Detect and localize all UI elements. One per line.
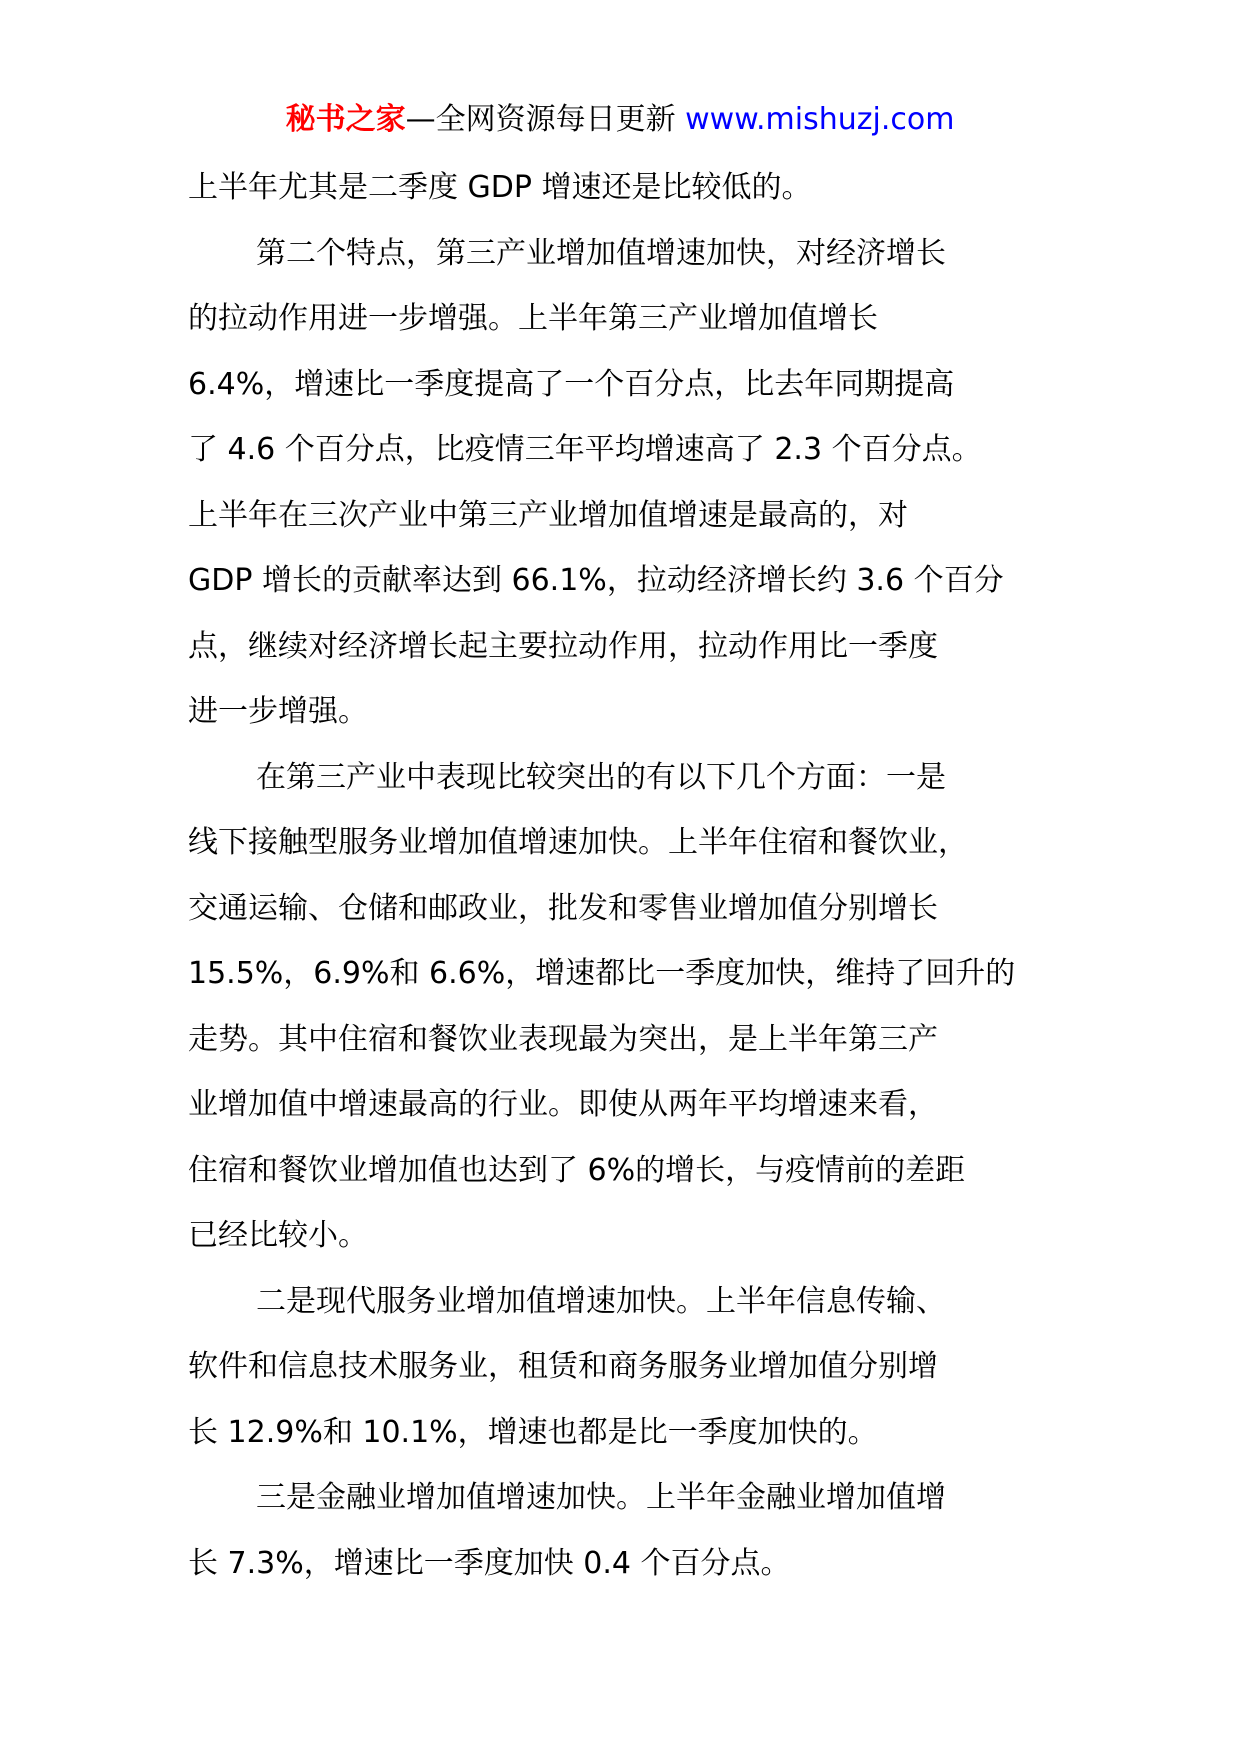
- text-line: 长 12.9%和 10.1%，增速也都是比一季度加快的。: [188, 1414, 878, 1450]
- text-line: 交通运输、仓储和邮政业，批发和零售业增加值分别增长: [188, 890, 938, 926]
- paragraph-start-line: 第二个特点，第三产业增加值增速加快，对经济增长: [256, 235, 946, 271]
- text-line: 住宿和餐饮业增加值也达到了 6%的增长，与疫情前的差距: [188, 1152, 966, 1188]
- text-line: 上半年在三次产业中第三产业增加值增速是最高的，对: [188, 497, 908, 533]
- text-line: 已经比较小。: [188, 1218, 368, 1253]
- text-line: GDP 增长的贡献率达到 66.1%，拉动经济增长约 3.6 个百分: [188, 563, 1004, 598]
- page-header: [0, 100, 1240, 140]
- text-line: 线下接触型服务业增加值增速加快。上半年住宿和餐饮业，: [188, 825, 968, 860]
- text-line: 长 7.3%，增速比一季度加快 0.4 个百分点。: [188, 1545, 791, 1581]
- text-line: 6.4%，增速比一季度提高了一个百分点，比去年同期提高: [188, 366, 955, 402]
- text-line: 进一步增强。: [188, 694, 368, 729]
- text-line: 的拉动作用进一步增强。上半年第三产业增加值增长: [188, 301, 878, 336]
- header-slogan: —全网资源每日更新: [405, 102, 686, 137]
- paragraph-start-line: 三是金融业增加值增速加快。上半年金融业增加值增: [256, 1480, 946, 1515]
- brand-name: 秘书之家: [285, 102, 406, 137]
- text-line: 软件和信息技术服务业，租赁和商务服务业增加值分别增: [188, 1349, 938, 1384]
- site-url[interactable]: www.mishuzj.com: [685, 102, 955, 137]
- text-line: 上半年尤其是二季度 GDP 增速还是比较低的。: [188, 170, 812, 205]
- paragraph-start-line: 在第三产业中表现比较突出的有以下几个方面：一是: [256, 759, 946, 795]
- paragraph-start-line: 二是现代服务业增加值增速加快。上半年信息传输、: [256, 1283, 946, 1319]
- document-body: [188, 168, 1068, 1609]
- text-line: 点，继续对经济增长起主要拉动作用，拉动作用比一季度: [188, 628, 938, 664]
- text-line: 业增加值中增速最高的行业。即使从两年平均增速来看，: [188, 1087, 938, 1122]
- text-line: 15.5%，6.9%和 6.6%，增速都比一季度加快，维持了回升的: [188, 956, 1016, 991]
- text-line: 走势。其中住宿和餐饮业表现最为突出，是上半年第三产: [188, 1021, 938, 1057]
- text-line: 了 4.6 个百分点，比疫情三年平均增速高了 2.3 个百分点。: [188, 432, 982, 467]
